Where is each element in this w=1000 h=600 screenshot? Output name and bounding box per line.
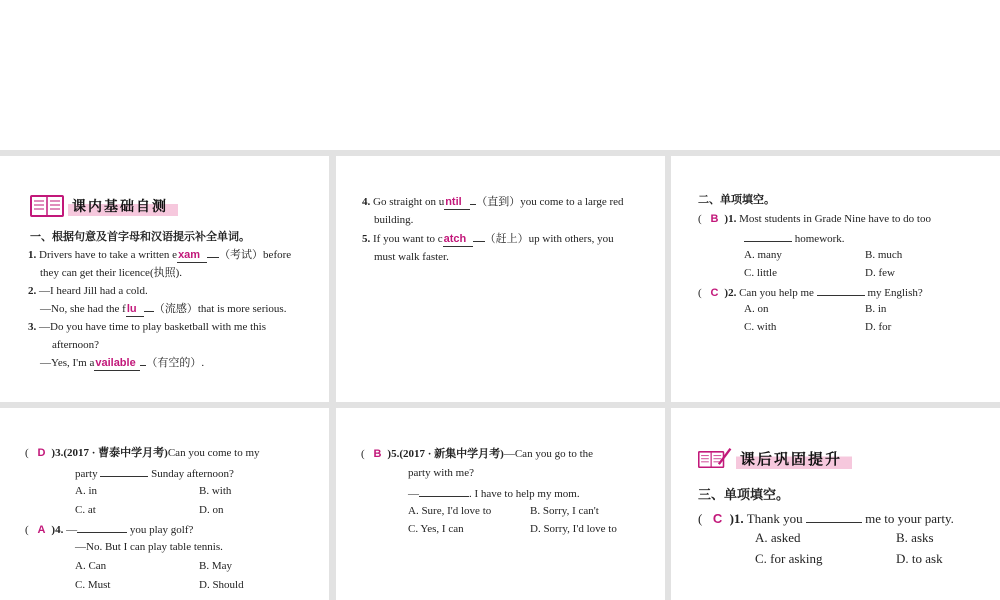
answer-4: ntil [444,195,470,210]
option-c: C. with [744,321,777,333]
section-title: 课内基础自测 [72,199,168,215]
section-title-bar [68,196,178,216]
mc-question-3-line2: party Sunday afternoon? [75,465,234,481]
instruction-3: 三、单项填空。 [698,487,790,502]
question-3-line3: —Yes, I'm available （有空的）. [40,357,205,369]
panel-5 [336,408,665,600]
top-blank-area [0,0,1000,150]
question-2: 2. —I heard Jill had a cold. [28,285,148,297]
section-header-after-class [698,446,852,470]
mc-question-1: ( B )1. Most students in Grade Nine have to do too [698,213,931,225]
option-d: D. Should [199,579,244,591]
book-pencil-icon [698,446,732,470]
book-icon [30,194,64,218]
panel-1 [0,156,329,402]
option-b: B. Sorry, I can't [530,505,599,517]
mc-answer-5: B [373,448,382,460]
mc-question-3: ( D )3.(2017 · 曹泰中学月考)Can you come to my [25,447,260,459]
option-a: A. asked [755,530,801,545]
question-3-line2: afternoon? [52,339,100,351]
question-5: 5. If you want to catch （赶上）up with others, you [362,233,614,245]
mc-answer-final: C [712,511,723,526]
mc-question-5-line2: party with me? [408,467,474,479]
answer-1: xam [177,248,207,263]
panel-4 [0,408,329,600]
question-2-line2: —No, she had the flu （流感）that is more serious. [40,303,287,315]
section-header-classroom [30,194,178,218]
answer-3: vailable [94,356,140,371]
mc-question-5: ( B )5.(2017 · 新集中学月考)—Can you go to the [361,448,594,460]
mc-question-5-line3: — . I have to help my mom. [408,485,580,501]
option-b: B. asks [896,530,934,545]
option-c: C. at [75,504,96,516]
option-c: C. Must [75,579,111,591]
mc-question-final: ( C )1. Thank you me to your party. [698,511,954,526]
option-a: A. on [744,303,769,315]
instruction-2: 二、单项填空。 [698,194,775,206]
option-b: B. in [865,303,887,315]
question-4-line2: building. [374,214,414,226]
question-5-line2: must walk faster. [374,251,449,263]
option-d: D. for [865,321,892,333]
option-b: B. May [199,560,232,572]
instruction: 一、根据句意及首字母和汉语提示补全单词。 [30,231,250,243]
mc-answer-3: D [37,447,46,459]
panel-3 [671,156,1000,402]
option-a: A. in [75,485,97,497]
option-a: A. Sure, I'd love to [408,505,492,517]
question-1: 1. Drivers have to take a written exam （考试）before [28,249,292,261]
mc-answer-2: C [710,287,719,299]
option-a: A. many [744,249,782,261]
answer-5: atch [443,232,473,247]
question-3: 3. —Do you have time to play basketball with me this [28,321,266,333]
panel-2 [336,156,665,402]
section-title-bar [736,448,852,469]
option-c: C. little [744,267,777,279]
mc-answer-1: B [710,213,719,225]
option-d: D. on [199,504,224,516]
option-d: D. few [865,267,895,279]
mc-question-4: ( A )4. — you play golf? [25,521,193,537]
mc-question-2: ( C )2. Can you help me my English? [698,284,923,300]
option-d: D. to ask [896,551,943,566]
option-b: B. with [199,485,232,497]
answer-2: lu [126,302,144,317]
mc-question-4-line2: —No. But I can play table tennis. [75,541,223,553]
section-title: 课后巩固提升 [740,449,843,468]
question-4: 4. Go straight on until （直到）you come to a large red [362,196,624,208]
option-d: D. Sorry, I'd love to [530,523,617,535]
option-c: C. Yes, I can [408,523,464,535]
panel-6 [671,408,1000,600]
option-c: C. for asking [755,551,823,566]
mc-question-1-line2: homework. [744,230,845,246]
option-a: A. Can [75,560,107,572]
mc-answer-4: A [37,524,46,536]
option-b: B. much [865,249,903,261]
question-1-line2: they can get their licence(执照). [40,267,183,279]
